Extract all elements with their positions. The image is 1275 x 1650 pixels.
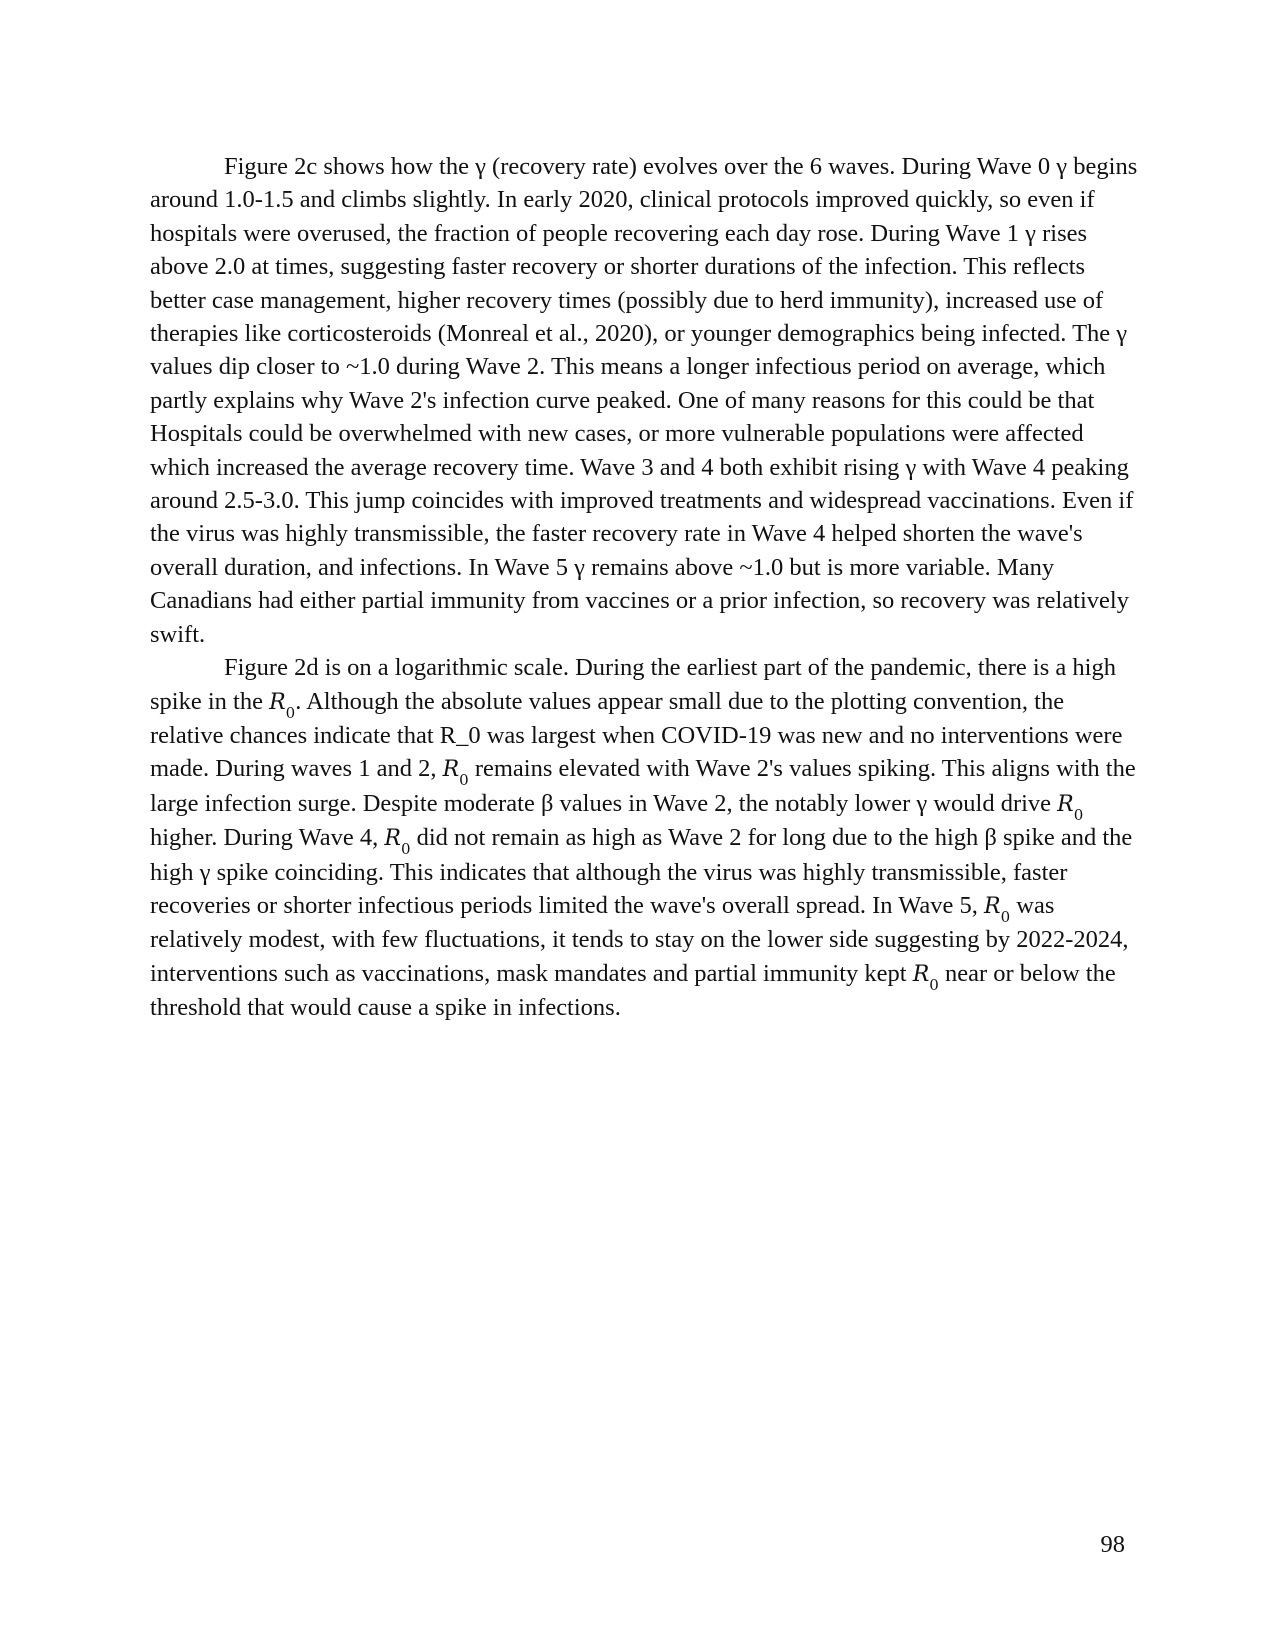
r0-symbol: $R_0$	[442, 757, 469, 790]
r0-symbol: $R_0$	[984, 893, 1011, 926]
paragraph-text: was relatively modest, with few fluctuations, it tends to stay on the lower side suggesting by 2022-2024, interventions such as vaccinations, mask mandates and partial immunity kept	[150, 891, 1129, 987]
page-number: 98	[1100, 1531, 1125, 1558]
paragraph-figure-2c	[150, 150, 1140, 651]
paragraph-text: near or below the threshold that would cause a spike in infections.	[150, 959, 1116, 1022]
r0-symbol: $R_0$	[384, 826, 411, 859]
document-body	[150, 150, 1140, 1025]
paragraph-text: did not remain as high as Wave 2 for long due to the high β spike and the high γ spike coinciding. This indicates that although the virus was highly transmissible, faster recoveries or shorter infectious periods limited the wave's overall spread. In Wave 5,	[150, 824, 1133, 919]
paragraph-text: remains elevated with Wave 2's values spiking. This aligns with the large infection surge. Despite moderate β values in Wave 2, the notably lower γ would drive	[150, 755, 1136, 817]
r0-symbol: $R_0$	[1057, 791, 1084, 824]
paragraph-text: . Although the absolute values appear small due to the plotting convention, the relative chances indicate that R_0 was largest when COVID-19 was new and no interventions were made. During waves 1 and 2,	[150, 687, 1123, 783]
paragraph-text: higher. During Wave 4,	[150, 824, 385, 852]
r0-symbol: $R_0$	[912, 961, 939, 994]
paragraph-figure-2d	[150, 651, 1140, 1024]
r0-symbol: $R_0$	[269, 689, 296, 722]
paragraph-text: Figure 2c shows how the γ (recovery rate) evolves over the 6 waves. During Wave 0 γ begins around 1.0-1.5 and climbs slightly. In early 2020, clinical protocols improved quickly, so even if hospitals were overused, the fraction of people recovering each day rose. During Wave 1 γ rises above 2.0 at times, suggesting faster recovery or shorter durations of the infection. This reflects better case management, higher recovery times (possibly due to herd immunity), increased use of therapies like corticosteroids (Monreal et al., 2020), or younger demographics being infected. The γ values dip closer to ~1.0 during Wave 2. This means a longer infectious period on average, which partly explains why Wave 2's infection curve peaked. One of many reasons for this could be that Hospitals could be overwhelmed with new cases, or more vulnerable populations were affected which increased the average recovery time. Wave 3 and 4 both exhibit rising γ with Wave 4 peaking around 2.5-3.0. This jump coincides with improved treatments and widespread vaccinations. Even if the virus was highly transmissible, the faster recovery rate in Wave 4 helped shorten the wave's overall duration, and infections. In Wave 5 γ remains above ~1.0 but is more variable. Many Canadians had either partial immunity from vaccines or a prior infection, so recovery was relatively swift.	[150, 153, 1138, 648]
paragraph-text: Figure 2d is on a logarithmic scale. During the earliest part of the pandemic, there is a high spike in the	[150, 654, 1116, 715]
